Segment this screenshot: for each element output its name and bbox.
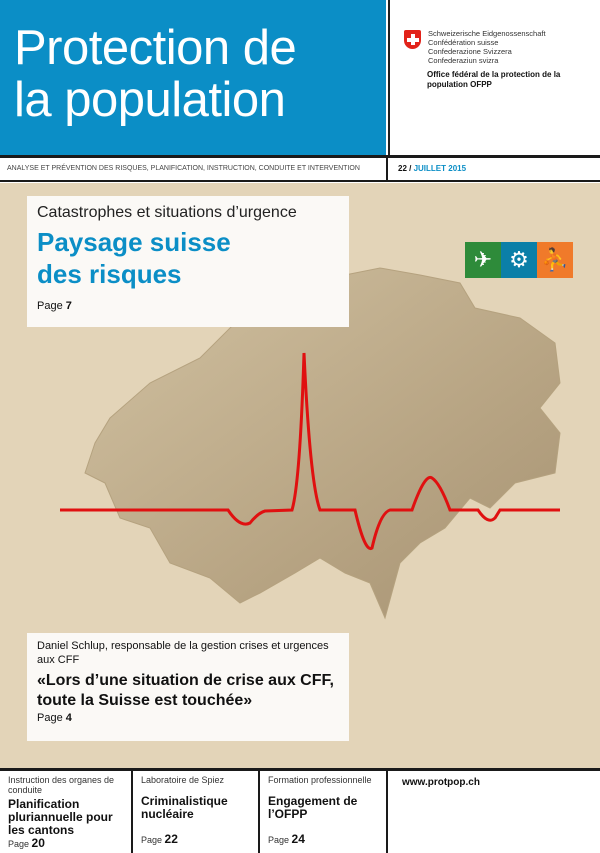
page-reference	[141, 833, 250, 846]
tagline: ANALYSE ET PRÉVENTION DES RISQUES, PLANIFICATION, INSTRUCTION, CONDUITE ET INTERVENTION	[7, 165, 360, 172]
page-number: 20	[31, 836, 45, 850]
tagline-strip	[0, 158, 600, 182]
page-label: Page	[141, 835, 163, 845]
cover-story-kicker: Catastrophes et situations d’urgence	[37, 204, 297, 221]
interview-kicker: Daniel Schlup, responsable de la gestion crises et urgences aux CFF	[37, 640, 329, 666]
page-number: 22	[164, 832, 178, 846]
language-line: Confédération suisse	[428, 38, 499, 47]
cover-story-title	[37, 226, 339, 290]
title-line: Paysage suisse	[37, 227, 231, 257]
footer-teaser[interactable]	[133, 771, 258, 850]
page-reference	[37, 300, 339, 312]
page-number: 24	[291, 832, 305, 846]
page-label: Page	[37, 300, 63, 312]
teaser-title: Engagement de l’OFPP	[268, 794, 358, 821]
footer-teaser[interactable]	[0, 771, 131, 850]
theme-icons	[465, 242, 573, 278]
teaser-kicker: Laboratoire de Spiez	[141, 775, 225, 785]
title-line: des risques	[37, 259, 182, 289]
issue-number: 22	[398, 164, 407, 173]
interview-title: «Lors d’une situation de crise aux CFF, toute la Suisse est touchée»	[37, 672, 334, 709]
swiss-flag-icon	[404, 30, 421, 49]
page-reference	[8, 837, 123, 850]
plane-icon: ✈	[465, 242, 501, 278]
page-reference	[268, 833, 378, 846]
gear-icon: ⚙	[501, 242, 537, 278]
swiss-confederation-logo	[388, 0, 600, 155]
page-label: Page	[8, 839, 30, 849]
cover-story-box[interactable]	[27, 196, 349, 327]
page-label: Page	[268, 835, 290, 845]
teaser-title: Criminalistique nucléaire	[141, 794, 228, 821]
footer-teaser[interactable]	[260, 771, 386, 850]
teaser-title: Planification pluriannuelle pour les cantons	[8, 797, 113, 837]
page-label: Page	[37, 712, 63, 724]
title-line-1: Protection de	[14, 21, 297, 75]
language-line: Schweizerische Eidgenossenschaft	[428, 29, 546, 38]
office-name: Office fédéral de la protection de la population OFPP	[427, 70, 561, 89]
people-icon: ⛹	[537, 242, 573, 278]
title-line-2: la population	[14, 73, 286, 127]
page-reference	[37, 712, 339, 724]
page-number: 7	[65, 300, 72, 312]
magazine-title	[0, 0, 386, 155]
divider	[386, 771, 388, 853]
page-number: 4	[65, 712, 72, 724]
language-line: Confederazione Svizzera	[428, 47, 512, 56]
footer	[0, 768, 600, 850]
separator: /	[406, 164, 414, 173]
interview-box[interactable]	[27, 633, 349, 741]
language-line: Confederaziun svizra	[428, 56, 499, 65]
divider	[386, 158, 388, 182]
issue-date: JUILLET 2015	[413, 164, 467, 173]
website-link[interactable]: www.protpop.ch	[402, 777, 480, 788]
teaser-kicker: Formation professionnelle	[268, 775, 372, 785]
teaser-kicker: Instruction des organes de conduite	[8, 775, 115, 795]
issue-info	[398, 164, 466, 173]
